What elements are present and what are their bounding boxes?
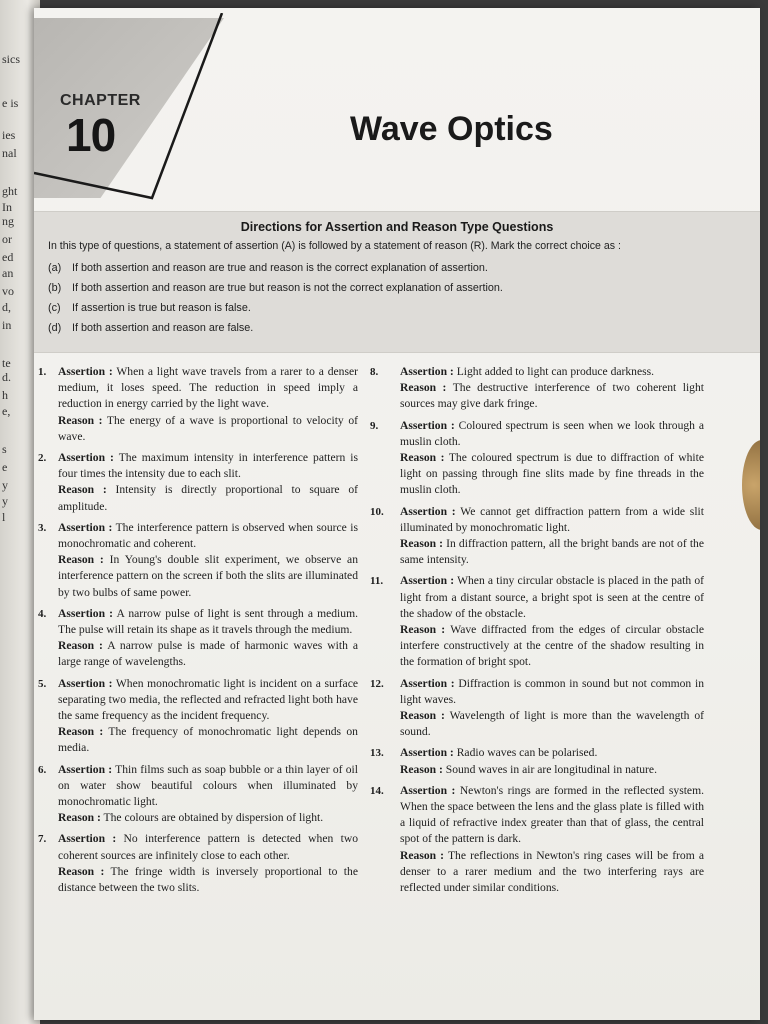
assertion-text: Newton's rings are formed in the reflected system. When the space between the lens and the glass plate is filled with a liquid of refractive index greater than that of glass, the central spot of the pattern is dark. <box>400 783 704 846</box>
reason-label: Reason : <box>400 623 446 637</box>
left-page-text-fragment: e is <box>2 96 19 110</box>
assertion-label: Assertion : <box>400 746 454 760</box>
assertion-text: The maximum intensity in interference pattern is four times the intensity due to each slit. <box>58 451 358 481</box>
left-page-text-fragment: d, <box>2 300 11 314</box>
left-page-text-fragment: ng <box>2 214 14 228</box>
left-page-text-fragment: e, <box>2 404 11 418</box>
reason-label: Reason : <box>58 811 101 825</box>
reason-label: Reason : <box>400 709 445 723</box>
questions-right-column <box>370 364 704 901</box>
direction-option-b <box>48 282 738 294</box>
question-item <box>370 504 704 569</box>
questions-left-column <box>38 364 358 901</box>
question-number: 12. <box>370 677 384 690</box>
question-item <box>370 364 704 413</box>
assertion-label: Assertion : <box>400 574 455 588</box>
assertion-label: Assertion : <box>58 676 113 690</box>
question-item <box>38 831 358 896</box>
reason-text: A narrow pulse is made of harmonic waves with a large range of wavelengths. <box>58 639 358 669</box>
assertion-line <box>400 676 704 708</box>
left-page-text-fragment: y <box>2 478 8 492</box>
chapter-title: Wave Optics <box>350 110 553 148</box>
question-number: 11. <box>370 575 384 588</box>
reason-text: Wavelength of light is more than the wavelength of sound. <box>400 709 704 739</box>
assertion-line <box>58 762 358 811</box>
question-number: 7. <box>38 833 47 846</box>
assertion-label: Assertion : <box>400 418 455 432</box>
left-page-text-fragment: vo <box>2 284 14 298</box>
assertion-text: Thin films such as soap bubble or a thin layer of oil on water show beautiful colours when illuminated by monochromatic light. <box>58 762 358 809</box>
option-tag: (d) <box>48 322 62 334</box>
assertion-text: When monochromatic light is incident on a surface separating two media, the reflected and refracted light both have the same frequency as the incident frequency. <box>58 676 358 723</box>
assertion-line <box>58 450 358 482</box>
question-number: 6. <box>38 763 47 776</box>
reason-line <box>58 413 358 445</box>
reason-text: Sound waves in air are longitudinal in nature. <box>445 762 657 776</box>
assertion-text: Light added to light can produce darkness. <box>456 365 655 378</box>
left-page-text-fragment: e <box>2 460 8 474</box>
assertion-line <box>58 831 358 863</box>
question-number: 13. <box>370 747 384 760</box>
left-page-text-fragment: ed <box>2 250 14 264</box>
reason-line <box>400 536 704 568</box>
option-tag: (c) <box>48 302 61 314</box>
reason-text: The destructive interference of two coherent light sources may give dark fringe. <box>400 381 704 411</box>
reason-text: The fringe width is inversely proportional to the distance between the two slits. <box>58 864 358 895</box>
question-number: 10. <box>370 505 384 518</box>
page-edge-object <box>742 440 760 530</box>
assertion-text: Diffraction is common in sound but not common in light waves. <box>400 676 704 706</box>
reason-label: Reason : <box>58 483 107 497</box>
chapter-label: CHAPTER <box>60 92 141 109</box>
reason-text: The energy of a wave is proportional to velocity of wave. <box>58 413 358 443</box>
question-item <box>38 762 358 827</box>
left-page-text-fragment: an <box>2 266 14 280</box>
question-item <box>38 676 358 757</box>
question-number: 3. <box>38 521 47 534</box>
assertion-text: When a light wave travels from a rarer to a denser medium, it loses speed. The reduction in speed imply a reduction in energy carried by the light wave. <box>58 365 358 411</box>
chapter-number: 10 <box>66 109 116 161</box>
assertion-text: Radio waves can be polarised. <box>456 746 598 760</box>
question-number: 14. <box>370 784 384 797</box>
direction-option-a <box>48 262 738 274</box>
assertion-line <box>58 364 358 413</box>
reason-text: Intensity is directly proportional to square of amplitude. <box>58 483 358 513</box>
reason-label: Reason : <box>58 413 103 427</box>
question-item <box>38 450 358 515</box>
reason-line <box>58 810 358 826</box>
reason-label: Reason : <box>58 864 105 878</box>
reason-text: The frequency of monochromatic light depends on media. <box>58 725 358 755</box>
reason-label: Reason : <box>58 639 103 653</box>
reason-line <box>400 708 704 740</box>
assertion-line <box>400 418 704 450</box>
reason-line <box>400 380 704 412</box>
assertion-line <box>400 573 704 622</box>
assertion-line <box>400 364 704 380</box>
left-page-text-fragment: d. <box>2 370 11 384</box>
left-page-text-fragment: In <box>2 200 12 214</box>
question-number: 2. <box>38 452 47 465</box>
reason-text: In diffraction pattern, all the bright bands are not of the same intensity. <box>400 537 704 567</box>
option-text: If both assertion and reason are true and reason is the correct explanation of assertion. <box>72 262 488 274</box>
assertion-label: Assertion : <box>58 606 113 620</box>
book-page <box>34 8 760 1020</box>
question-item <box>370 783 704 896</box>
reason-label: Reason : <box>400 381 447 395</box>
assertion-line <box>58 676 358 725</box>
option-text: If both assertion and reason are false. <box>72 322 254 334</box>
question-item <box>38 364 358 445</box>
reason-line <box>400 450 704 499</box>
directions-intro: In this type of questions, a statement of assertion (A) is followed by a statement of reason (R). Mark the correct choice as : <box>48 240 621 252</box>
question-number: 4. <box>38 607 47 620</box>
reason-text: The colours are obtained by dispersion of light. <box>103 811 324 825</box>
question-number: 1. <box>38 366 47 378</box>
reason-line <box>400 762 704 778</box>
reason-line <box>58 552 358 601</box>
assertion-text: When a tiny circular obstacle is placed in the path of light from a distant source, a bright spot is seen at the centre of the shadow of the obstacle. <box>400 574 704 620</box>
question-item <box>370 418 704 499</box>
option-tag: (a) <box>48 262 62 274</box>
option-text: If assertion is true but reason is false. <box>72 302 251 314</box>
left-page-text-fragment: l <box>2 510 6 524</box>
assertion-label: Assertion : <box>58 365 113 378</box>
left-page-text-fragment: ght <box>2 184 18 198</box>
assertion-text: Coloured spectrum is seen when we look through a muslin cloth. <box>400 418 704 448</box>
assertion-label: Assertion : <box>400 504 456 518</box>
left-page-text-fragment: nal <box>2 146 17 160</box>
question-item <box>38 520 358 601</box>
reason-text: Wave diffracted from the edges of circular obstacle interfere constructively at the centre of the shadow resulting in the formation of bright spot. <box>400 623 704 669</box>
assertion-label: Assertion : <box>58 832 117 846</box>
reason-line <box>58 638 358 670</box>
assertion-label: Assertion : <box>400 783 456 797</box>
reason-line <box>58 864 358 896</box>
question-number: 8. <box>370 366 379 378</box>
left-page-text-fragment: ies <box>2 128 16 142</box>
option-text: If both assertion and reason are true but reason is not the correct explanation of assertion. <box>72 282 503 294</box>
left-page-text-fragment: s <box>2 442 7 456</box>
reason-label: Reason : <box>58 553 104 567</box>
assertion-label: Assertion : <box>58 451 114 465</box>
reason-line <box>400 622 704 671</box>
question-item <box>370 676 704 741</box>
assertion-line <box>58 606 358 638</box>
left-page-text-fragment: h <box>2 388 8 402</box>
reason-label: Reason : <box>400 451 445 465</box>
assertion-text: No interference pattern is detected when two coherent sources are infinitely close to each other. <box>58 832 359 862</box>
direction-option-c <box>48 302 738 314</box>
reason-label: Reason : <box>400 762 443 776</box>
question-item <box>370 745 704 777</box>
reason-text: The coloured spectrum is due to diffraction of white light on passing through fine slits made by fine threads in the muslin cloth. <box>400 451 704 497</box>
assertion-text: We cannot get diffraction pattern from a wide slit illuminated by monochromatic light. <box>400 504 704 534</box>
question-number: 5. <box>38 677 47 690</box>
assertion-label: Assertion : <box>58 762 113 776</box>
left-page-text-fragment: te <box>2 356 11 370</box>
assertion-line <box>400 783 704 848</box>
assertion-text: A narrow pulse of light is sent through a medium. The pulse will retain its shape as it travels through the medium. <box>58 606 358 637</box>
reason-text: The reflections in Newton's ring cases will be from a denser to a rarer medium and the two interfering rays are reflected under similar conditions. <box>400 848 704 895</box>
assertion-label: Assertion : <box>400 365 454 378</box>
reason-label: Reason : <box>58 725 104 739</box>
reason-line <box>58 724 358 756</box>
reason-line <box>400 848 704 897</box>
question-item <box>38 606 358 671</box>
assertion-line <box>400 745 704 761</box>
directions-box <box>34 211 760 353</box>
left-page-text-fragment: y <box>2 494 8 508</box>
reason-text: In Young's double slit experiment, we observe an interference pattern on the screen if both the slits are illuminated by two bulbs of same power. <box>58 553 358 599</box>
direction-option-d <box>48 322 738 334</box>
question-number: 9. <box>370 419 379 432</box>
left-page-text-fragment: or <box>2 232 12 246</box>
assertion-label: Assertion : <box>58 520 113 534</box>
assertion-line <box>400 504 704 536</box>
question-item <box>370 573 704 670</box>
left-page-text-fragment: sics <box>2 52 20 66</box>
directions-heading: Directions for Assertion and Reason Type Questions <box>240 220 554 234</box>
assertion-line <box>58 520 358 552</box>
option-tag: (b) <box>48 282 62 294</box>
reason-label: Reason : <box>400 537 444 551</box>
reason-label: Reason : <box>400 848 445 862</box>
assertion-text: The interference pattern is observed when source is monochromatic and coherent. <box>58 520 358 551</box>
assertion-label: Assertion : <box>400 676 455 690</box>
reason-line <box>58 482 358 514</box>
left-page-text-fragment: in <box>2 318 12 332</box>
